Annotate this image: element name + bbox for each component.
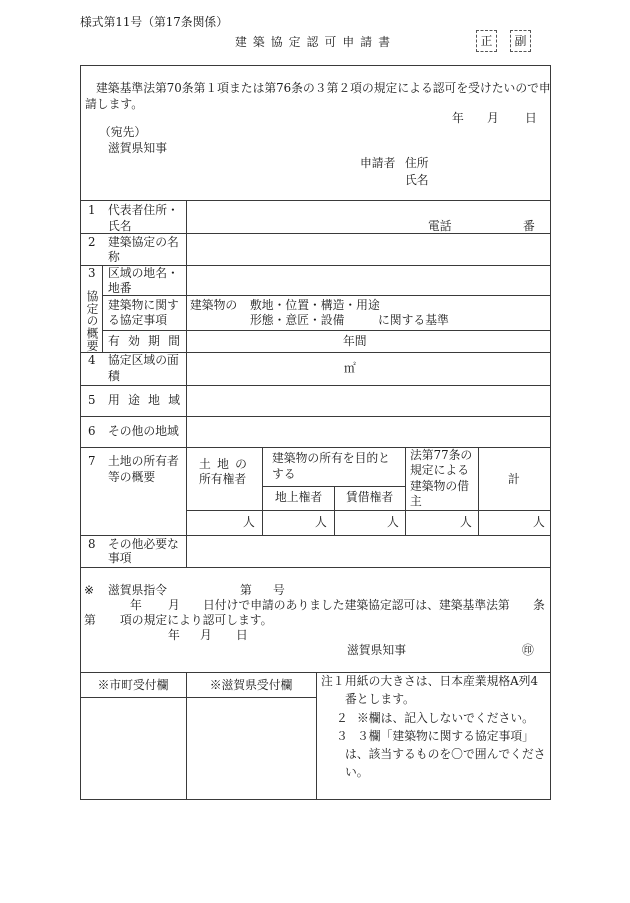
row-label: 氏名 [108, 219, 132, 233]
address-label: 住所 [405, 156, 429, 170]
statement-line: 建築基準法第70条第１項または第76条の３第２項の規定による認可を受けたいので申 [96, 81, 551, 95]
persons-unit: 人 [387, 515, 399, 529]
row-label: 積 [108, 369, 120, 383]
permit-date-month-label: 月 [200, 628, 212, 642]
table-rule-h [186, 510, 551, 511]
col-header-building: 建築物の所有を目的と [272, 451, 390, 465]
row-label: 協定区域の面 [108, 353, 179, 367]
row-label: る協定事項 [108, 313, 167, 327]
row-label: 代表者住所・ [108, 203, 179, 217]
row-label: 建築物に関す [108, 298, 179, 312]
row-label: 事項 [108, 551, 132, 565]
persons-unit: 人 [243, 515, 255, 529]
row-label: 有 効 期 間 [108, 334, 180, 348]
form-number: 様式第11号（第17条関係） [80, 15, 228, 29]
permit-month-label: 月 [168, 598, 180, 612]
table-rule-v [262, 447, 263, 535]
note-text: 番とします。 [345, 692, 415, 706]
notes-label: 注１ [321, 674, 345, 688]
note-text: ３欄「建築物に関する協定事項」 [357, 729, 534, 743]
table-rule-h [80, 447, 551, 448]
col-header-building: する [272, 467, 296, 481]
col-header-art77: 規定による [410, 463, 469, 477]
row-label: 区域の地名・ [108, 266, 179, 280]
row-number: 4 [88, 353, 96, 367]
row-number: 5 [88, 393, 96, 407]
period-unit: 年間 [343, 334, 367, 348]
row-number: 8 [88, 537, 96, 551]
row-label: 用 途 地 域 [108, 393, 180, 407]
table-rule-v [405, 447, 406, 535]
paragraph-prefix: 第 [84, 613, 96, 627]
directive-no-suffix: 号 [273, 583, 285, 597]
row-label: 地番 [108, 281, 132, 295]
permit-signer: 滋賀県知事 [347, 643, 406, 657]
directive-no-prefix: 第 [240, 583, 252, 597]
table-rule-h [80, 385, 551, 386]
row-number: 3 [88, 266, 96, 280]
prefecture-reception-header: ※滋賀県受付欄 [209, 678, 293, 692]
permit-date-year-label: 年 [168, 628, 180, 642]
copy-duplicate-box [510, 30, 531, 52]
row-label: 称 [108, 250, 120, 264]
date-year-label: 年 [452, 111, 464, 125]
col-header-art77: 法第77条の [410, 448, 473, 462]
row-number: 6 [88, 424, 96, 438]
outline-group-label: 協定の概要 [85, 290, 99, 352]
phone-label: 電話 [428, 219, 452, 233]
col-header-owner: 土 地 の [199, 457, 247, 471]
table-rule-h [80, 233, 551, 234]
date-month-label: 月 [487, 111, 499, 125]
addressee: 滋賀県知事 [108, 141, 167, 155]
col-header-total: 計 [508, 472, 520, 486]
row-number: 2 [88, 235, 96, 249]
matters-prefix: 建築物の [190, 298, 238, 312]
table-rule-h [80, 416, 551, 417]
note-number: ２ [336, 711, 348, 725]
form-title: 建 築 協 定 認 可 申 請 書 [235, 35, 390, 49]
note-text: ※欄は、記入しないでください。 [357, 711, 534, 725]
matters-suffix: に関する基準 [378, 313, 449, 327]
applicant-label: 申請者 [360, 156, 396, 170]
table-rule-v [334, 486, 335, 535]
col-header-art77: 建築物の借 [410, 479, 469, 493]
permit-body: 項の規定により認可します。 [120, 613, 273, 627]
seal-mark: ㊞ [522, 643, 534, 657]
matters-options: 敷地・位置・構造・用途 [250, 298, 380, 312]
table-rule-h [80, 697, 316, 698]
persons-unit: 人 [460, 515, 472, 529]
permit-date-day-label: 日 [236, 628, 248, 642]
copy-original-mark: 正 [480, 34, 493, 48]
permit-year-label: 年 [130, 598, 142, 612]
addressee-label: （宛先） [99, 125, 147, 139]
table-rule-h [80, 200, 551, 201]
directive-label: 滋賀県指令 [108, 583, 167, 597]
note-number: ３ [336, 729, 348, 743]
statement-line: 請します。 [85, 97, 144, 111]
city-reception-header: ※市町受付欄 [97, 678, 169, 692]
phone-suffix: 番 [523, 219, 535, 233]
row-label: 土地の所有者 [108, 454, 179, 468]
table-rule-v [102, 265, 103, 352]
table-rule-v [478, 447, 479, 535]
col-header-lease: 賃借権者 [346, 490, 394, 504]
table-rule-v [316, 672, 317, 800]
table-rule-h [102, 295, 551, 296]
row-number: 1 [88, 203, 96, 217]
note-text: 用紙の大きさは、日本産業規格A列4 [345, 674, 538, 688]
col-header-superficies: 地上権者 [275, 490, 323, 504]
copy-original-box [476, 30, 497, 52]
row-label: その他必要な [108, 537, 179, 551]
table-rule-h [80, 535, 551, 536]
note-text: い。 [345, 765, 369, 779]
table-rule-v [186, 200, 187, 567]
permit-mark: ※ [84, 583, 94, 597]
row-label: その他の地域 [108, 424, 179, 438]
row-number: 7 [88, 454, 96, 468]
table-rule-h [80, 567, 551, 568]
row-label: 建築協定の名 [108, 235, 179, 249]
row-label: 等の概要 [108, 470, 156, 484]
col-header-art77: 主 [410, 494, 422, 508]
col-header-owner: 所有権者 [199, 472, 247, 486]
permit-body: 日付けで申請のありました建築協定認可は、建築基準法第 [203, 598, 510, 612]
table-rule-h [102, 330, 551, 331]
matters-options: 形態・意匠・設備 [250, 313, 345, 327]
area-unit: ㎡ [344, 361, 356, 375]
copy-duplicate-mark: 副 [514, 34, 527, 48]
persons-unit: 人 [315, 515, 327, 529]
name-label: 氏名 [405, 173, 429, 187]
persons-unit: 人 [533, 515, 545, 529]
date-day-label: 日 [525, 111, 537, 125]
article-suffix: 条 [533, 598, 545, 612]
note-text: は、該当するものを〇で囲んでくださ [345, 747, 546, 761]
